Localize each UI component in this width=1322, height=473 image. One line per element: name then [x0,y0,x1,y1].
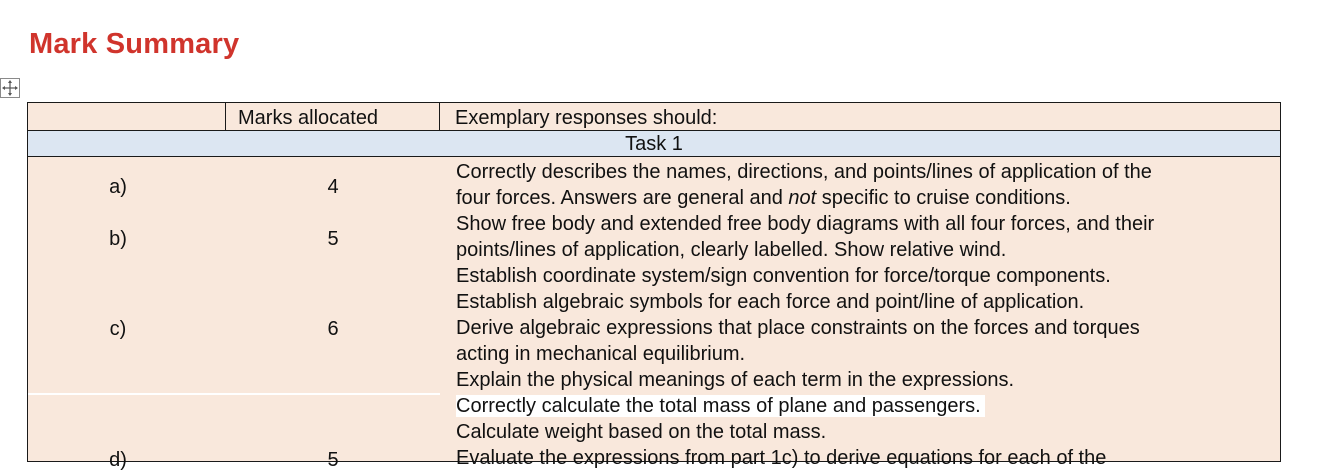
response-line: Explain the physical meanings of each term in the expressions. [456,369,1015,391]
part-label-a: a) [109,176,127,198]
response-line: Correctly describes the names, directions, and points/lines of application of the [456,161,1152,183]
column-divider [439,103,440,131]
response-line: Calculate weight based on the total mass. [456,421,827,443]
page-title: Mark Summary [29,28,240,60]
response-line: points/lines of application, clearly labelled. Show relative wind. [456,239,1007,261]
column-divider [225,103,226,131]
marks-d: 5 [327,449,339,471]
task-1-row [28,131,1280,157]
part-label-b: b) [109,228,127,250]
response-line: Show free body and extended free body diagrams with all four forces, and their [456,213,1155,235]
mark-summary-table [27,102,1281,471]
part-label-d: d) [109,449,127,471]
response-line: Evaluate the expressions from part 1c) to derive equations for each of the [456,447,1107,469]
response-line: Establish coordinate system/sign convention for force/torque components. [456,265,1111,287]
response-line: acting in mechanical equilibrium. [456,343,746,365]
header-marks-allocated: Marks allocated [238,107,379,129]
move-cross-icon [1,79,19,97]
task-label: Task 1 [625,133,683,155]
response-line: Establish algebraic symbols for each force and point/line of application. [456,291,1085,313]
response-line: Derive algebraic expressions that place constraints on the forces and torques [456,317,1140,339]
marks-c: 6 [327,318,339,340]
marks-b: 5 [327,228,339,250]
responses-column [456,159,1276,471]
header-exemplary-responses: Exemplary responses should: [455,107,718,129]
table-move-handle[interactable] [0,78,20,98]
marks-a: 4 [327,176,339,198]
row-separator [28,393,440,395]
response-line: four forces. Answers are general and not specific to cruise conditions. [456,187,1071,209]
part-label-c: c) [109,318,127,340]
response-line: Correctly calculate the total mass of plane and passengers. [456,393,1276,419]
